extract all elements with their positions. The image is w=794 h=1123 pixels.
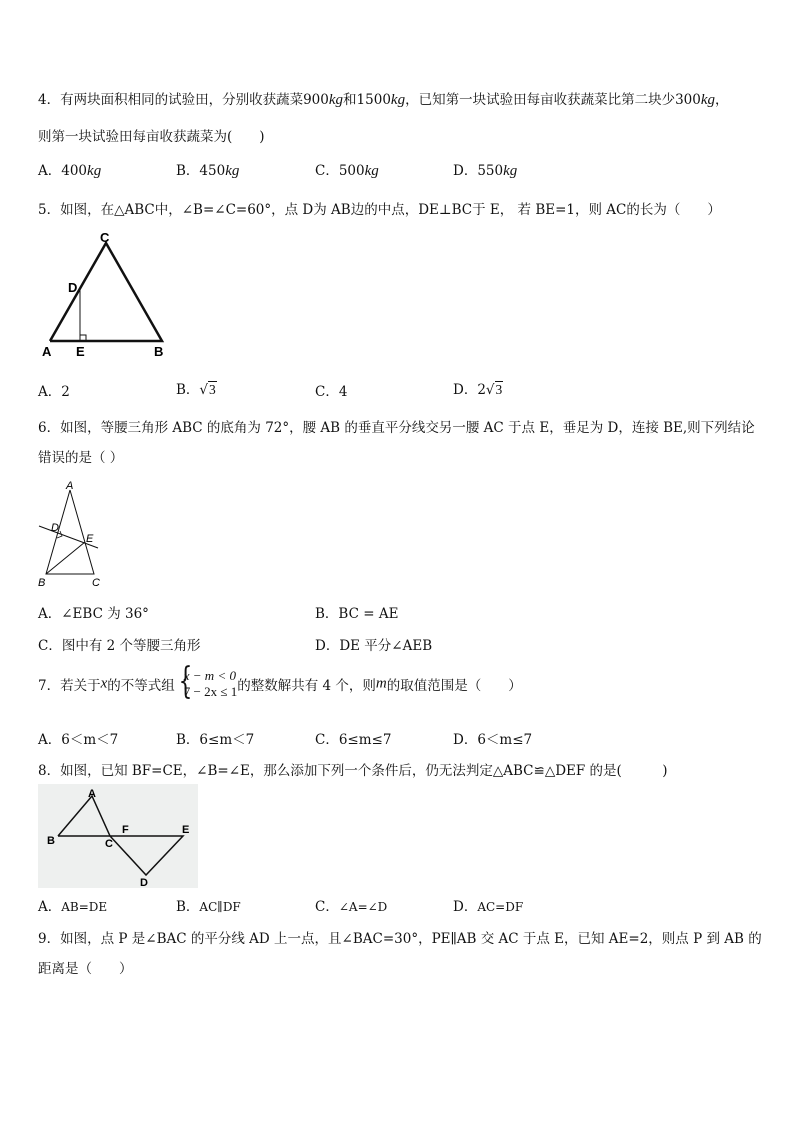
inequality-system: { x − m < 0 7 − 2x ≤ 1: [178, 661, 238, 702]
q5-label-b: B: [154, 344, 164, 359]
q6-option-d[interactable]: D．DE 平分∠AEB: [315, 638, 433, 654]
q9-stem-line1: 9．如图，点 P 是∠BAC 的平分线 AD 上一点，且∠BAC=30°，PE∥AB 交 AC 于点 E，已知 AE=2，则点 P 到 AB 的: [38, 931, 762, 947]
brace-icon: {: [178, 661, 193, 702]
q5-option-a[interactable]: A．2: [38, 384, 70, 400]
q5-option-b[interactable]: B．√3: [176, 382, 216, 398]
q6-label-c: C: [92, 577, 100, 589]
q4-option-b[interactable]: B．450kg: [176, 163, 240, 179]
q7-option-a[interactable]: A．6＜m＜7: [38, 732, 119, 748]
q5-triangle-figure: [40, 228, 175, 360]
q4-stem-line2: 则第一块试验田每亩收获蔬菜为( ): [38, 129, 265, 145]
q5-option-d[interactable]: D．2√3: [453, 382, 503, 398]
q5-label-d: D: [68, 280, 78, 295]
q5-label-e: E: [76, 344, 85, 359]
q8-label-f: F: [122, 824, 129, 836]
q6-label-a: A: [66, 480, 74, 492]
q4-option-d[interactable]: D．550kg: [453, 163, 518, 179]
sqrt-icon: √3: [485, 382, 503, 398]
q4-option-a[interactable]: A．400kg: [38, 163, 102, 179]
q7-option-b[interactable]: B．6≤m＜7: [176, 732, 255, 748]
q8-label-b: B: [47, 835, 55, 847]
q7-option-d[interactable]: D．6＜m≤7: [453, 732, 533, 748]
q6-option-a[interactable]: A．∠EBC 为 36°: [38, 606, 149, 622]
q5-label-a: A: [42, 344, 52, 359]
q7-option-c[interactable]: C．6≤m≤7: [315, 732, 392, 748]
q6-stem-line2: 错误的是（ ）: [38, 450, 124, 466]
sqrt-icon: √3: [199, 382, 216, 398]
q6-option-b[interactable]: B．BC = AE: [315, 606, 399, 622]
q8-label-d: D: [140, 877, 148, 888]
q4-option-c[interactable]: C．500kg: [315, 163, 379, 179]
q6-option-c[interactable]: C．图中有 2 个等腰三角形: [38, 638, 201, 654]
q8-label-c: C: [105, 838, 113, 850]
q6-label-b: B: [38, 577, 46, 589]
q6-stem-line1: 6．如图，等腰三角形 ABC 的底角为 72°，腰 AB 的垂直平分线交另一腰 AC 于点 E，垂足为 D，连接 BE,则下列结论: [38, 420, 755, 436]
q8-figure: [38, 784, 198, 888]
q8-option-c[interactable]: C．∠A=∠D: [315, 899, 388, 915]
q7-stem: 7．若关于x的不等式组 { x − m < 0 7 − 2x ≤ 1 的整数解共有 4 个，则m的取值范围是（ ）: [38, 661, 522, 702]
q5-stem: 5．如图，在△ABC中，∠B=∠C=60°，点 D为 AB边的中点，DE⊥BC于 E， 若 BE=1，则 AC的长为（ ）: [38, 202, 721, 218]
q8-label-e: E: [182, 824, 190, 836]
q5-label-c: C: [100, 230, 110, 245]
q8-option-a[interactable]: A．AB=DE: [38, 899, 108, 915]
q8-option-b[interactable]: B．AC∥DF: [176, 899, 241, 915]
q8-option-d[interactable]: D．AC=DF: [453, 899, 524, 915]
q6-label-e: E: [86, 533, 94, 545]
q8-stem: 8．如图，已知 BF=CE，∠B=∠E，那么添加下列一个条件后，仍无法判定△ABC≌△DEF 的是( ): [38, 763, 668, 779]
q6-label-d: D: [51, 522, 59, 534]
q8-label-a: A: [88, 788, 96, 800]
q6-triangle-figure: [36, 478, 111, 592]
q4-stem-line1: 4．有两块面积相同的试验田，分别收获蔬菜900kg和1500kg，已知第一块试验田每亩收获蔬菜比第二块少300kg，: [38, 92, 729, 108]
q5-option-c[interactable]: C．4: [315, 384, 348, 400]
q9-stem-line2: 距离是（ ）: [38, 961, 133, 977]
